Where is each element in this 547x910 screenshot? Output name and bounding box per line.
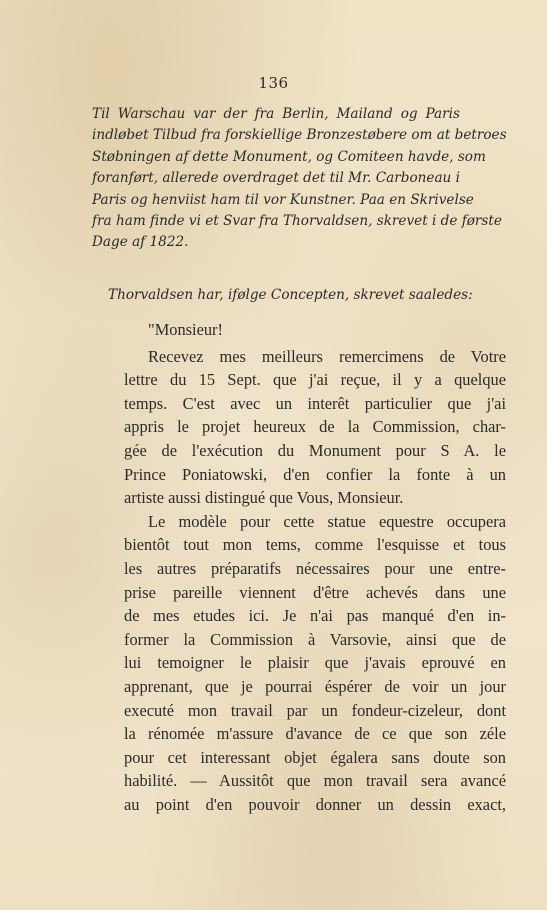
letter-salutation: "Monsieur! bbox=[148, 320, 223, 339]
letter-line: les autres préparatifs nécessaires pour une entre- bbox=[124, 558, 506, 578]
danish-line: fra ham finde vi et Svar fra Thorvaldsen, skrevet i de første bbox=[92, 213, 502, 230]
letter-line: prise pareille viennent d'être achevés dans une bbox=[124, 582, 506, 602]
danish-paragraph bbox=[92, 104, 507, 254]
letter-line: au point d'en pouvoir donner un dessin exact, bbox=[124, 794, 506, 814]
letter-line: de mes etudes ici. Je n'ai pas manqué d'en in- bbox=[124, 606, 506, 626]
letter-line: Recevez mes meilleurs remercimens de Votre bbox=[148, 346, 506, 366]
letter-line: Le modèle pour cette statue equestre occupera bbox=[148, 511, 506, 531]
letter-line: executé mon travail par un fondeur-cizeleur, dont bbox=[124, 700, 506, 720]
danish-line: Paris og henviist ham til vor Kunstner. Paa en Skrivelse bbox=[92, 191, 474, 208]
danish-line: Støbningen af dette Monument, og Comiteen havde, som bbox=[92, 148, 486, 165]
danish-line: Til Warschau var der fra Berlin, Mailand og Paris bbox=[92, 106, 460, 122]
letter-line: habilité. — Aussitôt que mon travail sera avancé bbox=[124, 771, 506, 791]
letter-line: apprenant, que je pourrai éspérer de voir un jour bbox=[124, 676, 506, 696]
page-number: 136 bbox=[258, 74, 289, 92]
letter-line: la rénomée m'assure d'avance de ce que son zéle bbox=[124, 724, 506, 744]
letter-line: bientôt tout mon tems, comme l'esquisse et tous bbox=[124, 535, 506, 555]
letter-line: former la Commission à Varsovie, ainsi que de bbox=[124, 629, 506, 649]
letter-line: gée de l'exécution du Monument pour S A. le bbox=[124, 440, 506, 460]
danish-line: indløbet Tilbud fra forskiellige Bronzestøbere om at betroes bbox=[92, 127, 507, 144]
letter-line: lui temoigner le plaisir que j'avais eprouvé en bbox=[124, 653, 506, 673]
letter-line: appris le projet heureux de la Commission, char- bbox=[124, 417, 506, 437]
letter-line: temps. C'est avec un interêt particulier que j'ai bbox=[124, 393, 506, 413]
french-letter bbox=[124, 318, 506, 816]
letter-line: pour cet interessant objet égalera sans doute son bbox=[124, 747, 506, 767]
letter-line: Prince Poniatowski, d'en confier la fonte à un bbox=[124, 464, 506, 484]
danish-line: foranført, allerede overdraget det til Mr. Carboneau i bbox=[92, 170, 460, 187]
danish-line: Dage af 1822. bbox=[92, 234, 189, 251]
letter-line: lettre du 15 Sept. que j'ai reçue, il y a quelque bbox=[124, 370, 506, 390]
letter-line: artiste aussi distingué que Vous, Monsieur. bbox=[124, 488, 404, 508]
danish-intro: Thorvaldsen har, ifølge Concepten, skrevet saaledes: bbox=[108, 287, 473, 303]
